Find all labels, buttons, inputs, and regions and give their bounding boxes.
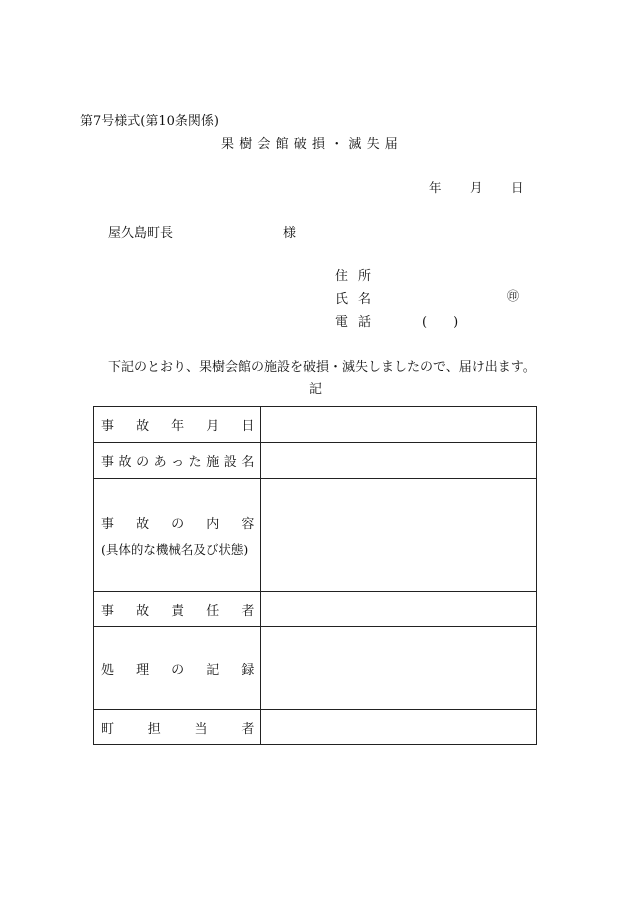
label-town-officer: 町担当者 <box>94 710 261 745</box>
phone-label: 電話 <box>335 315 382 330</box>
addressee-honorific: 様 <box>283 226 297 241</box>
field-handling-record[interactable] <box>261 627 537 710</box>
label-accident-details-main: 事故の内容 <box>101 516 255 532</box>
report-table <box>93 406 537 745</box>
addressee-name: 屋久島町長 <box>108 226 174 241</box>
seal-mark: ㊞ <box>507 289 520 303</box>
address-label: 住所 <box>335 269 382 284</box>
intro-text: 下記のとおり、果樹会館の施設を破損・滅失しましたので、届け出ます。 <box>108 360 536 375</box>
date-day-label: 日 <box>511 180 524 195</box>
name-label: 氏名 <box>335 292 382 307</box>
phone-parentheses: ( ) <box>422 315 459 330</box>
table-row <box>94 443 537 479</box>
label-accident-details-sub: (具体的な機械名及び状態) <box>101 541 249 557</box>
field-responsible-person[interactable] <box>261 592 537 627</box>
label-accident-date: 事故年月日 <box>94 407 261 443</box>
label-accident-details <box>94 479 261 592</box>
table-row <box>94 407 537 443</box>
field-facility-name[interactable] <box>261 443 537 479</box>
field-accident-details[interactable] <box>261 479 537 592</box>
field-accident-date[interactable] <box>261 407 537 443</box>
table-row <box>94 592 537 627</box>
ki-heading: 記 <box>309 382 323 397</box>
document-title: 果樹会館破損・滅失届 <box>221 137 404 152</box>
label-facility-name: 事故のあった施設名 <box>94 443 261 479</box>
table-row <box>94 479 537 592</box>
form-number: 第7号様式(第10条関係) <box>80 114 219 129</box>
table-row <box>94 627 537 710</box>
date-year-label: 年 <box>429 180 442 195</box>
field-town-officer[interactable] <box>261 710 537 745</box>
date-month-label: 月 <box>470 180 483 195</box>
label-responsible-person: 事故責任者 <box>94 592 261 627</box>
label-handling-record: 処理の記録 <box>94 627 261 710</box>
table-row <box>94 710 537 745</box>
